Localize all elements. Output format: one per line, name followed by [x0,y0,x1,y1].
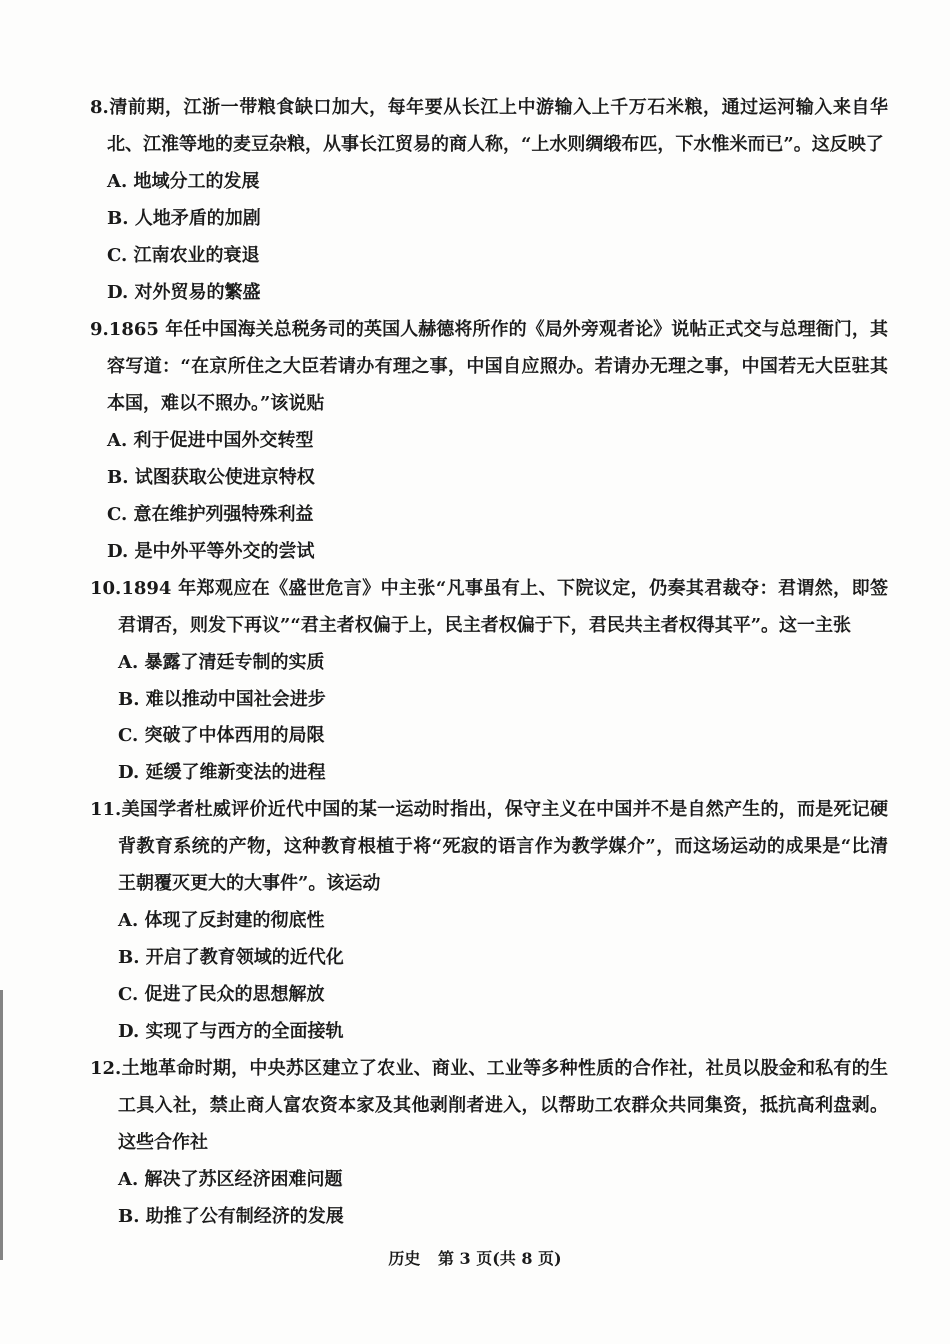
answer-option-d: D. 对外贸易的繁盛 [107,281,261,303]
footer-page-number: 第 3 页(共 8 页) [437,1249,562,1268]
answer-option-c: C. 江南农业的衰退 [107,244,260,266]
question-stem-continued: 工具入社，禁止商人富农资本家及其他剥削者进入，以帮助工农群众共同集资，抵抗高利盘剥。 [118,1095,888,1117]
question-stem-continued: 背教育系统的产物，这种教育根植于将“死寂的语言作为教学媒介”，而这场运动的成果是“比清 [118,836,888,858]
answer-option-b: B. 人地矛盾的加剧 [107,207,261,229]
question-stem-continued: 君谓否，则发下再议”“君主者权偏于上，民主者权偏于下，君民共主者权得其平”。这一主张 [118,614,852,636]
answer-option-a: A. 利于促进中国外交转型 [107,429,314,451]
answer-option-b: B. 难以推动中国社会进步 [118,688,326,710]
answer-option-d: D. 延缓了维新变法的进程 [118,762,326,784]
question-stem: 9.1865 年任中国海关总税务司的英国人赫德将所作的《局外旁观者论》说帖正式交与总理衙门，其 [90,318,888,340]
answer-option-c: C. 促进了民众的思想解放 [118,984,325,1006]
question-stem: 10.1894 年郑观应在《盛世危言》中主张“凡事虽有上、下院议定，仍奏其君裁夺：君谓然，即签 [90,577,888,599]
answer-option-b: B. 助推了公有制经济的发展 [118,1206,344,1228]
answer-option-c: C. 意在维护列强特殊利益 [107,503,314,525]
question-stem: 8.清前期，江浙一带粮食缺口加大，每年要从长江上中游输入上千万石米粮，通过运河输入来自华 [90,97,888,118]
question-stem-continued: 北、江淮等地的麦豆杂粮，从事长江贸易的商人称，“上水则绸缎布匹，下水惟米而已”。这反映了 [107,133,884,155]
footer-subject: 历史 [388,1249,421,1268]
page-footer [0,1246,950,1269]
question-stem-continued: 本国，难以不照办。”该说贴 [107,392,325,414]
answer-option-a: A. 体现了反封建的彻底性 [118,910,325,932]
answer-option-b: B. 开启了教育领域的近代化 [118,947,344,969]
question-stem-continued: 王朝覆灭更大的大事件”。该运动 [118,873,381,895]
answer-option-c: C. 突破了中体西用的局限 [118,725,325,747]
answer-option-d: D. 实现了与西方的全面接轨 [118,1021,344,1043]
scan-edge-mark [0,990,3,1260]
answer-option-a: A. 地域分工的发展 [107,170,260,192]
question-stem-continued: 这些合作社 [118,1132,208,1154]
answer-option-b: B. 试图获取公使进京特权 [107,466,315,488]
question-stem-continued: 容写道：“在京所住之大臣若请办有理之事，中国自应照办。若请办无理之事，中国若无大臣驻其 [107,355,888,377]
answer-option-a: A. 解决了苏区经济困难问题 [118,1169,343,1191]
question-stem: 11.美国学者杜威评价近代中国的某一运动时指出，保守主义在中国并不是自然产生的，而是死记硬 [90,799,888,821]
answer-option-d: D. 是中外平等外交的尝试 [107,540,315,562]
question-stem: 12.土地革命时期，中央苏区建立了农业、商业、工业等多种性质的合作社，社员以股金和私有的生 [90,1058,888,1080]
answer-option-a: A. 暴露了清廷专制的实质 [118,651,325,673]
